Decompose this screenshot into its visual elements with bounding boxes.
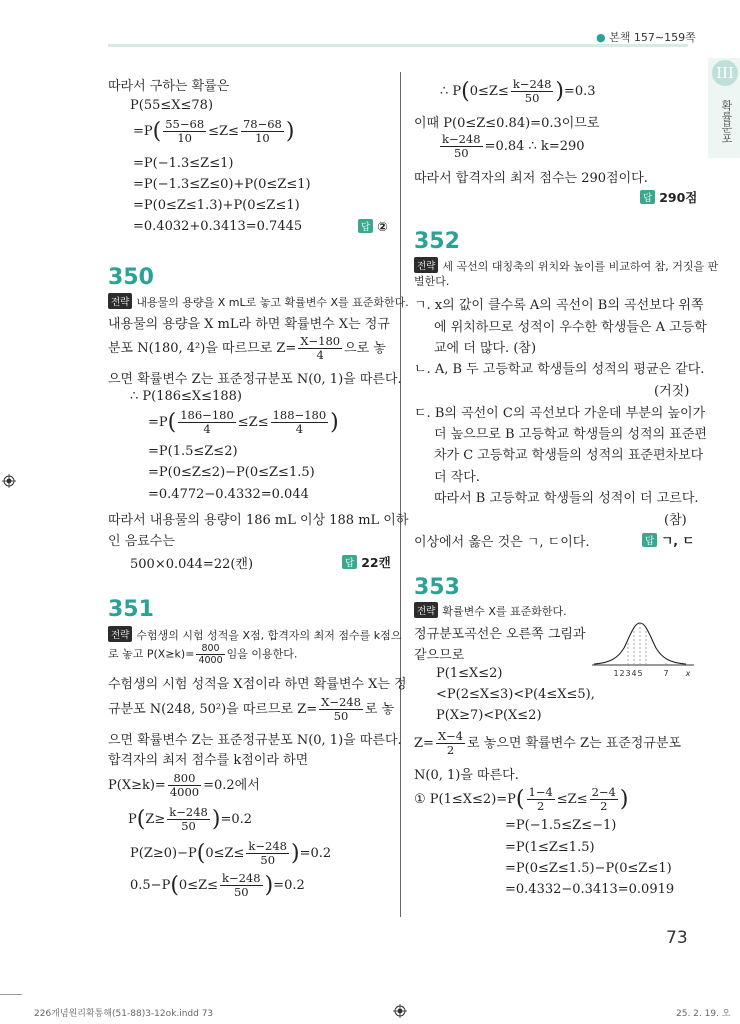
text-line: 교에 더 많다. (참) bbox=[434, 341, 537, 356]
registration-mark-icon bbox=[393, 1004, 407, 1018]
text-line: 합격자의 최저 점수를 k점이라 하면 bbox=[108, 753, 309, 768]
text-line: 이상에서 옳은 것은 ㄱ, ㄷ이다. bbox=[414, 535, 590, 550]
crop-mark bbox=[0, 994, 22, 995]
text-line: Z= $\frac{X-4}{2}$ 로 놓으면 확률변수 Z는 표준정규분포 bbox=[414, 729, 682, 757]
tick-label: 1 bbox=[613, 669, 619, 678]
answer: 답 22캔 bbox=[342, 553, 391, 571]
tick-label: 7 bbox=[663, 669, 669, 678]
text-line: 더 작다. bbox=[434, 470, 480, 485]
footer-date: 25. 2. 19. 오 bbox=[676, 1009, 731, 1019]
axis-var: x bbox=[685, 669, 691, 678]
chapter-circle: III bbox=[712, 60, 738, 86]
eq-line: =P( $\frac{186-180}{4}$ ≤Z≤ $\frac{188-180}{4}$ ) bbox=[148, 408, 339, 436]
strategy: 전략 수험생의 시험 성적을 X점, 합격자의 최저 점수를 k점으 bbox=[108, 626, 401, 643]
normal-curve-graph bbox=[590, 618, 696, 680]
strategy: 별한다. bbox=[414, 275, 450, 288]
eq-line: P(Z≥ $\frac{k-248}{50}$ )=0.2 bbox=[128, 805, 253, 833]
text-line: 으면 확률변수 Z는 표준정규분포 N(0, 1)을 따른다. bbox=[108, 372, 402, 387]
strategy: 전략 세 곡선의 대칭축의 위치와 높이를 비교하여 참, 거짓을 판 bbox=[414, 257, 718, 274]
problem-number: 350 bbox=[108, 265, 154, 290]
text-line: 분포 N(180, 4²)을 따르므로 Z= $\frac{X-180}{4}$ 으로 놓 bbox=[108, 334, 386, 362]
eq-line: ∴ P(0≤Z≤ $\frac{k-248}{50}$ )=0.3 bbox=[440, 77, 596, 105]
chapter-label: 확률분포 bbox=[720, 100, 733, 144]
text-line: (거짓) bbox=[654, 384, 690, 399]
eq-line: P(55≤X≤78) bbox=[130, 98, 214, 113]
eq-line: =P(−1.3≤Z≤1) bbox=[133, 156, 234, 171]
eq-line: $\frac{k-248}{50}$ =0.84 ∴ k=290 bbox=[442, 132, 585, 160]
text-line: 수험생의 시험 성적을 X점이라 하면 확률변수 X는 정 bbox=[108, 677, 407, 692]
answer: 답 290점 bbox=[640, 188, 697, 206]
tick-label: 5 bbox=[637, 669, 643, 678]
tick-label: 3 bbox=[625, 669, 631, 678]
problem-number: 353 bbox=[414, 575, 460, 600]
text-line: 따라서 내용물의 용량이 186 mL 이상 188 mL 이하 bbox=[108, 513, 409, 528]
page-number: 73 bbox=[666, 928, 688, 948]
eq-line: =P(0≤Z≤2)−P(0≤Z≤1.5) bbox=[148, 465, 315, 480]
text-line: 더 높으므로 B 고등학교 학생들의 성적의 표준편 bbox=[434, 427, 707, 442]
side-tab bbox=[708, 58, 740, 158]
text-line: 따라서 B 고등학교 학생들의 성적이 더 고르다. bbox=[434, 491, 699, 506]
text-line: 내용물의 용량을 X mL라 하면 확률변수 X는 정규 bbox=[108, 317, 390, 332]
eq-line: =P(1.5≤Z≤2) bbox=[148, 444, 238, 459]
strategy: 로 놓고 P(X≥k)= $\frac{800}{4000}$ 임을 이용한다. bbox=[108, 643, 298, 666]
text-line: 으면 확률변수 Z는 표준정규분포 N(0, 1)을 따른다. bbox=[108, 733, 402, 748]
text-line: 인 음료수는 bbox=[108, 534, 175, 549]
problem-number: 352 bbox=[414, 229, 460, 254]
answer: 답 ㄱ, ㄷ bbox=[642, 531, 694, 549]
text-line: 따라서 합격자의 최저 점수는 290점이다. bbox=[414, 171, 648, 186]
text-line: 에 위치하므로 성적이 우수한 학생들은 A 고등학 bbox=[434, 320, 707, 335]
eq-line: =P(−1.3≤Z≤0)+P(0≤Z≤1) bbox=[133, 177, 311, 192]
eq-line: =P( $\frac{55-68}{10}$ ≤Z≤ $\frac{78-68}{10}$ ) bbox=[133, 117, 295, 145]
answer: 답 ② bbox=[358, 219, 388, 235]
eq-line: ∴ P(186≤X≤188) bbox=[130, 389, 242, 404]
eq-line: =0.4772−0.4332=0.044 bbox=[148, 487, 309, 502]
header-ref bbox=[596, 29, 696, 45]
eq-line: 500×0.044=22(캔) bbox=[130, 557, 254, 572]
eq-line: <P(2≤X≤3)<P(4≤X≤5), bbox=[436, 687, 595, 702]
text-line: ㄷ. B의 곡선이 C의 곡선보다 가운데 부분의 높이가 bbox=[414, 406, 706, 421]
eq-line: P(Z≥0)−P(0≤Z≤ $\frac{k-248}{50}$ )=0.2 bbox=[130, 839, 332, 867]
eq-line: P(X≥7)<P(X≤2) bbox=[436, 708, 542, 723]
footer-file: 226개념원리확통해(51-88)3-12ok.indd 73 bbox=[34, 1009, 214, 1019]
text-line: 규분포 N(248, 50²)을 따르므로 Z= $\frac{X-248}{50}$ 로 놓 bbox=[108, 695, 395, 723]
eq-line: =0.4032+0.3413=0.7445 bbox=[133, 219, 303, 234]
column-divider bbox=[400, 72, 401, 917]
text-line: 정규분포곡선은 오른쪽 그림과 bbox=[414, 627, 586, 642]
bullet-icon: ● bbox=[596, 31, 606, 44]
text-line: N(0, 1)을 따른다. bbox=[414, 768, 519, 783]
eq-line: =P(0≤Z≤1.5)−P(0≤Z≤1) bbox=[505, 861, 672, 876]
text-line: 같으므로 bbox=[414, 648, 465, 663]
strategy: 전략 내용물의 용량을 X mL로 놓고 확률변수 X를 표준화한다. bbox=[108, 293, 409, 310]
eq-line: P(X≥k)= $\frac{800}{4000}$ =0.2에서 bbox=[108, 771, 260, 799]
text-line: 차가 C 고등학교 학생들의 성적의 표준편차보다 bbox=[434, 448, 704, 463]
eq-line: =P(1≤Z≤1.5) bbox=[505, 840, 595, 855]
strategy: 전략 확률변수 X를 표준화한다. bbox=[414, 602, 567, 619]
text-line: ㄱ. x의 값이 클수록 A의 곡선이 B의 곡선보다 위쪽 bbox=[414, 298, 704, 313]
eq-line: 0.5−P(0≤Z≤ $\frac{k-248}{50}$ )=0.2 bbox=[130, 871, 305, 899]
text-line: 이때 P(0≤Z≤0.84)=0.3이므로 bbox=[414, 116, 600, 131]
eq-line: =P(−1.5≤Z≤−1) bbox=[505, 818, 617, 833]
eq-line: ① P(1≤X≤2)=P( $\frac{1-4}{2}$ ≤Z≤ $\frac{2-4}{2}$ ) bbox=[414, 785, 629, 813]
eq-line: P(1≤X≤2) bbox=[436, 666, 503, 681]
problem-number: 351 bbox=[108, 597, 154, 622]
text-line: (참) bbox=[664, 513, 687, 528]
eq-line: =P(0≤Z≤1.3)+P(0≤Z≤1) bbox=[133, 198, 300, 213]
text-line: ㄴ. A, B 두 고등학교 학생들의 성적의 평균은 같다. bbox=[414, 362, 705, 377]
registration-mark-icon bbox=[2, 474, 16, 488]
text-line: 따라서 구하는 확률은 bbox=[108, 79, 230, 94]
tick-label: 4 bbox=[631, 669, 637, 678]
tick-label: 2 bbox=[619, 669, 625, 678]
eq-line: =0.4332−0.3413=0.0919 bbox=[505, 882, 675, 897]
page-ref: 본책 157∼159쪽 bbox=[609, 31, 696, 44]
